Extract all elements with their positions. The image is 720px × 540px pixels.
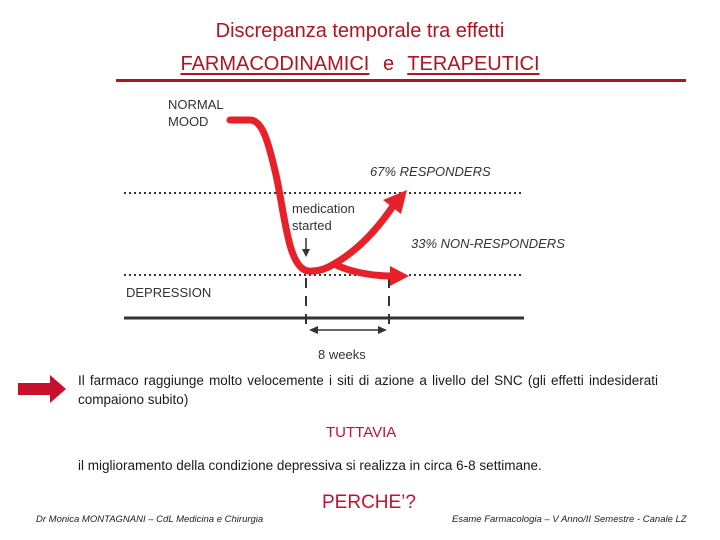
- label-normal-mood-line1: NORMAL: [168, 97, 224, 112]
- label-medication-line2: started: [292, 218, 332, 233]
- emphasis-arrow-icon: [18, 375, 66, 403]
- label-tuttavia: TUTTAVIA: [326, 424, 397, 441]
- label-normal-mood: [168, 96, 224, 130]
- label-non-responders: 33% NON-RESPONDERS: [411, 236, 565, 251]
- label-perche: PERCHE’?: [322, 492, 416, 513]
- label-normal-mood-line2: MOOD: [168, 114, 209, 129]
- medication-pointer-arrowhead: [302, 249, 310, 257]
- paragraph-improvement-delay: il miglioramento della condizione depressiva si realizza in circa 6-8 settimane.: [78, 458, 542, 473]
- footer-course: Esame Farmacologia – V Anno/II Semestre - Canale LZ: [452, 514, 687, 525]
- weeks-span-arrowhead-right: [378, 326, 387, 334]
- label-responders: 67% RESPONDERS: [370, 164, 491, 179]
- paragraph-fast-action: Il farmaco raggiunge molto velocemente i siti di azione a livello del SNC (gli effetti indesiderati compaiono subito): [78, 373, 658, 407]
- label-medication-started: [292, 200, 355, 234]
- title-therapeutic: TERAPEUTICI: [407, 53, 540, 75]
- slide-title-line1: Discrepanza temporale tra effetti: [215, 20, 505, 42]
- non-responders-arrowhead: [390, 266, 409, 286]
- non-responders-curve: [334, 264, 392, 276]
- label-medication-line1: medication: [292, 201, 355, 216]
- weeks-span-arrowhead-left: [309, 326, 318, 334]
- title-separator: e: [382, 53, 395, 75]
- label-8-weeks: 8 weeks: [318, 347, 366, 362]
- title-pharmacodynamic: FARMACODINAMICI: [180, 53, 370, 75]
- mood-curve: [230, 120, 334, 271]
- footer-author: Dr Monica MONTAGNANI – CdL Medicina e Chirurgia: [36, 514, 264, 525]
- label-depression: DEPRESSION: [126, 285, 212, 300]
